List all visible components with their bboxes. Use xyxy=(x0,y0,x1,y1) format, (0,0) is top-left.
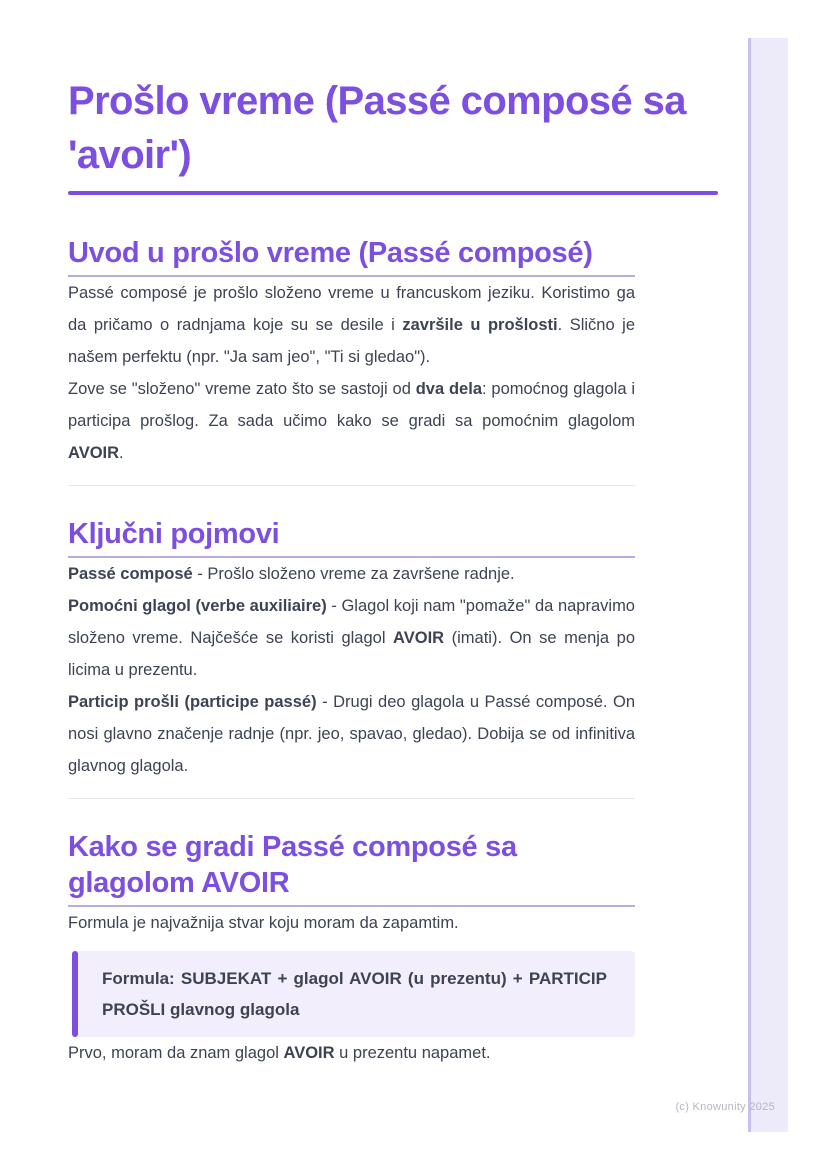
formula-callout xyxy=(72,951,635,1037)
paragraph: Particip prošli (participe passé) - Drugi deo glagola u Passé composé. On nosi glavno značenje radnje (npr. jeo, spavao, gledao). Dobija se od infinitiva glavnog glagola. xyxy=(68,693,635,775)
section-kljucni-pojmovi xyxy=(68,516,635,782)
section-heading: Ključni pojmovi xyxy=(68,518,280,550)
paragraph: Pomoćni glagol (verbe auxiliaire) - Glagol koji nam "pomaže" da napravimo složeno vreme. Najčešće se koristi glagol AVOIR (imati). On se menja po licima u prezentu. xyxy=(68,597,635,679)
paragraph: Zove se "složeno" vreme zato što se sastoji od dva dela: pomoćnog glagola i participa prošlog. Za sada učimo kako se gradi sa pomoćnim glagolom AVOIR. xyxy=(68,380,635,462)
callout-accent-bar xyxy=(72,951,78,1037)
paragraph: Passé composé - Prošlo složeno vreme za završene radnje. xyxy=(68,565,515,583)
paragraph: Prvo, moram da znam glagol AVOIR u prezentu napamet. xyxy=(68,1044,491,1062)
right-edge-strip xyxy=(748,38,788,1132)
title-divider xyxy=(68,191,718,195)
section-heading: Uvod u prošlo vreme (Passé composé) xyxy=(68,237,593,269)
section-uvod xyxy=(68,235,635,469)
watermark: (c) Knowunity 2025 xyxy=(675,1101,775,1113)
document-content xyxy=(68,0,718,1069)
formula-text: Formula: SUBJEKAT + glagol AVOIR (u prezentu) + PARTICIP PROŠLI glavnog glagola xyxy=(102,969,607,1019)
section-kako-se-gradi xyxy=(68,829,635,1069)
section-heading: Kako se gradi Passé composé sa glagolom AVOIR xyxy=(68,831,517,899)
section-divider xyxy=(68,798,635,799)
page-title: Prošlo vreme (Passé composé sa 'avoir') xyxy=(68,79,686,177)
section-divider xyxy=(68,485,635,486)
paragraph: Formula je najvažnija stvar koju moram da zapamtim. xyxy=(68,914,459,932)
paragraph: Passé composé je prošlo složeno vreme u francuskom jeziku. Koristimo ga da pričamo o radnjama koje su se desile i završile u prošlosti. Slično je našem perfektu (npr. "Ja sam jeo", "Ti si gledao"). xyxy=(68,284,635,366)
